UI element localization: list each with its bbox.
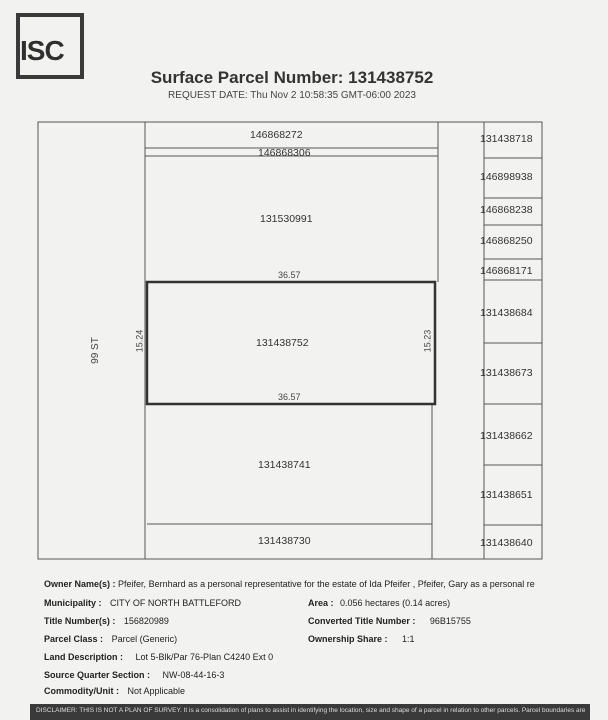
disclaimer-bar: DISCLAIMER: THIS IS NOT A PLAN OF SURVEY. It is a consolidation of plans to assist in identifying the location, size and shape of a parcel in relation to other parcels. Parcel boundaries are <box>30 704 590 720</box>
source-quarter-label: Source Quarter Section : <box>44 670 151 680</box>
municipality-value: CITY OF NORTH BATTLEFORD <box>110 598 242 608</box>
converted-title-row <box>308 616 471 626</box>
land-description-label: Land Description : <box>44 652 124 662</box>
commodity-label: Commodity/Unit : <box>44 686 119 696</box>
isc-logo: ISC <box>20 35 64 66</box>
parcel-class-row <box>44 634 177 644</box>
ownership-share-value: 1:1 <box>402 634 415 644</box>
parcel-class-label: Parcel Class : <box>44 634 104 644</box>
title-number-label: Title Number(s) : <box>44 616 116 626</box>
area-row <box>308 598 450 608</box>
converted-title-value: 96B15755 <box>429 616 471 626</box>
parcel-label[interactable]: 131438651 <box>480 489 533 501</box>
municipality-row <box>44 598 241 608</box>
request-date: REQUEST DATE: Thu Nov 2 10:58:35 GMT-06:00 2023 <box>168 90 416 101</box>
parcel-label[interactable]: 131438684 <box>480 307 533 319</box>
source-quarter-row <box>44 670 224 680</box>
converted-title-label: Converted Title Number : <box>308 616 416 626</box>
ownership-share-row <box>308 634 415 644</box>
dimension-bottom: 36.57 <box>278 392 301 402</box>
dimension-right: 15.23 <box>422 329 433 353</box>
parcel-label[interactable]: 146868250 <box>480 235 533 247</box>
dimension-top: 36.57 <box>278 270 301 280</box>
parcel-label[interactable]: 146868171 <box>480 265 533 277</box>
parcel-label[interactable]: 131438640 <box>480 537 533 549</box>
parcel-label[interactable]: 131438730 <box>258 535 311 547</box>
ownership-share-label: Ownership Share : <box>308 634 388 644</box>
land-description-row <box>44 652 273 662</box>
parcel-label[interactable]: 146898938 <box>480 171 533 183</box>
title-number-value: 156820989 <box>123 616 169 626</box>
street-label: 99 ST <box>89 337 101 364</box>
parcel-label[interactable]: 146868306 <box>258 147 311 159</box>
area-label: Area : <box>308 598 334 608</box>
municipality-label: Municipality : <box>44 598 102 608</box>
owner-value: Pfeifer, Bernhard as a personal representative for the estate of Ida Pfeifer , Pfeifer, Gary as a personal re <box>118 579 535 589</box>
owner-label: Owner Name(s) : <box>44 579 116 589</box>
page-title: Surface Parcel Number: 131438752 <box>150 68 434 87</box>
parcel-label[interactable]: 131438741 <box>258 459 311 471</box>
dimension-left: 15.24 <box>134 329 145 353</box>
source-quarter-value: NW-08-44-16-3 <box>162 670 225 680</box>
parcel-label[interactable]: 146868272 <box>250 129 303 141</box>
parcel-label[interactable]: 131438718 <box>480 133 533 145</box>
commodity-row <box>44 686 185 696</box>
title-number-row <box>44 616 169 626</box>
parcel-label[interactable]: 131530991 <box>260 213 313 225</box>
area-value: 0.056 hectares (0.14 acres) <box>340 598 451 608</box>
parcel-label[interactable]: 131438662 <box>480 430 533 442</box>
parcel-label[interactable]: 131438673 <box>480 367 533 379</box>
parcel-label[interactable]: 146868238 <box>480 204 533 216</box>
parcel-class-value: Parcel (Generic) <box>111 634 178 644</box>
land-description-value: Lot 5-Blk/Par 76-Plan C4240 Ext 0 <box>135 652 274 662</box>
owner-row <box>44 579 535 589</box>
subject-parcel-label[interactable]: 131438752 <box>256 337 309 349</box>
commodity-value: Not Applicable <box>127 686 186 696</box>
